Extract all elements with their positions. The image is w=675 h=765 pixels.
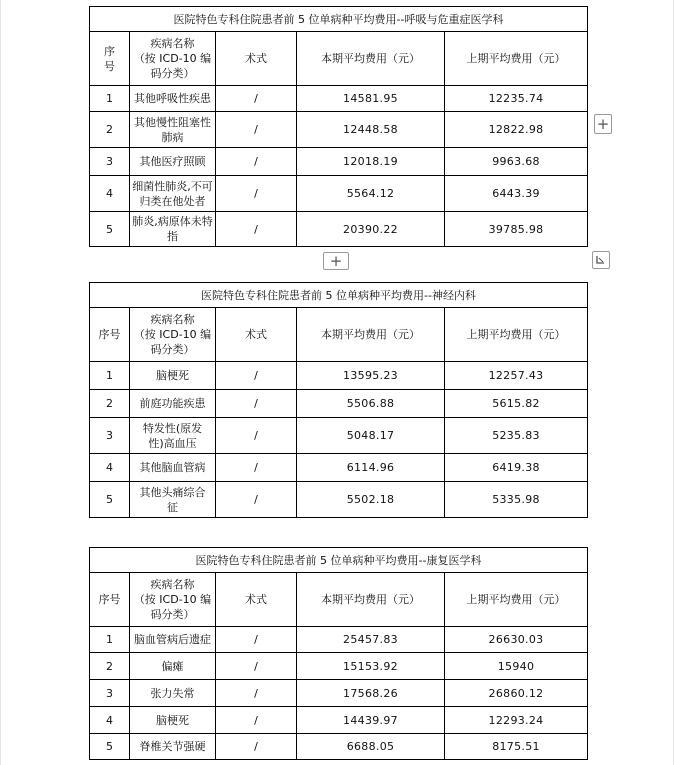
cell-previous-fee: 8175.51	[445, 734, 588, 760]
table-row	[90, 734, 588, 760]
header-disease-text: 疾病名称 （按 ICD-10 编 码分类）	[133, 37, 212, 80]
cell-surgery: /	[216, 454, 297, 482]
header-disease	[130, 308, 216, 362]
cell-disease: 其他慢性阻塞性 肺病	[130, 112, 216, 148]
table-title: 医院特色专科住院患者前 5 位单病种平均费用--呼吸与危重症医学科	[90, 7, 588, 32]
cell-seq: 5	[90, 734, 130, 760]
cell-disease: 脊椎关节强硬	[130, 734, 216, 760]
table-row	[90, 176, 588, 212]
cell-seq: 3	[90, 418, 130, 454]
cell-current-fee: 15153.92	[297, 653, 445, 680]
cell-surgery: /	[216, 707, 297, 734]
table-row	[90, 362, 588, 390]
header-surgery: 术式	[216, 573, 297, 627]
cell-previous-fee: 12822.98	[445, 112, 588, 148]
cell-disease: 其他医疗照顾	[130, 148, 216, 176]
add-column-button[interactable]	[323, 252, 349, 270]
cell-current-fee: 12448.58	[297, 112, 445, 148]
cell-disease: 脑血管病后遗症	[130, 627, 216, 653]
header-previous-fee: 上期平均费用（元）	[445, 573, 588, 627]
cell-previous-fee: 12257.43	[445, 362, 588, 390]
fee-table-respiratory	[89, 6, 588, 247]
cell-disease: 肺炎,病原体未特 指	[130, 212, 216, 247]
header-disease	[130, 32, 216, 86]
cell-disease: 其他呼吸性疾患	[130, 86, 216, 112]
cell-previous-fee: 15940	[445, 653, 588, 680]
cell-disease: 偏瘫	[130, 653, 216, 680]
cell-previous-fee: 39785.98	[445, 212, 588, 247]
plus-icon: +	[329, 252, 343, 270]
cell-seq: 1	[90, 627, 130, 653]
cell-current-fee: 6688.05	[297, 734, 445, 760]
cell-surgery: /	[216, 627, 297, 653]
cell-surgery: /	[216, 176, 297, 212]
cell-previous-fee: 5335.98	[445, 482, 588, 518]
table-row	[90, 212, 588, 247]
header-surgery: 术式	[216, 308, 297, 362]
cell-previous-fee: 26630.03	[445, 627, 588, 653]
table-title: 医院特色专科住院患者前 5 位单病种平均费用--康复医学科	[90, 548, 588, 573]
fee-table-rehabilitation	[89, 547, 588, 760]
table-row	[90, 707, 588, 734]
page-edge-right	[673, 0, 674, 765]
header-seq: 序号	[90, 308, 130, 362]
cell-seq: 2	[90, 112, 130, 148]
cell-surgery: /	[216, 418, 297, 454]
cell-disease: 其他头痛综合 征	[130, 482, 216, 518]
fee-table-neurology	[89, 282, 588, 518]
cell-disease: 细菌性肺炎,不可 归类在他处者	[130, 176, 216, 212]
table-row	[90, 653, 588, 680]
cell-seq: 5	[90, 482, 130, 518]
cell-surgery: /	[216, 390, 297, 418]
cell-previous-fee: 9963.68	[445, 148, 588, 176]
cell-disease: 脑梗死	[130, 707, 216, 734]
table-row	[90, 112, 588, 148]
cell-surgery: /	[216, 482, 297, 518]
cell-previous-fee: 12235.74	[445, 86, 588, 112]
table-row	[90, 86, 588, 112]
header-current-fee: 本期平均费用（元）	[297, 308, 445, 362]
header-row	[90, 573, 588, 627]
header-current-fee: 本期平均费用（元）	[297, 573, 445, 627]
cell-seq: 4	[90, 707, 130, 734]
cell-seq: 4	[90, 176, 130, 212]
plus-icon: +	[596, 115, 610, 133]
cell-disease: 其他脑血管病	[130, 454, 216, 482]
cell-seq: 1	[90, 86, 130, 112]
header-row	[90, 32, 588, 86]
header-disease	[130, 573, 216, 627]
header-seq: 序号	[90, 573, 130, 627]
cell-current-fee: 12018.19	[297, 148, 445, 176]
cell-seq: 1	[90, 362, 130, 390]
cell-current-fee: 14581.95	[297, 86, 445, 112]
table-row	[90, 454, 588, 482]
cell-seq: 2	[90, 390, 130, 418]
cell-current-fee: 25457.83	[297, 627, 445, 653]
cell-surgery: /	[216, 362, 297, 390]
header-disease-text: 疾病名称 （按 ICD-10 编 码分类）	[133, 313, 212, 356]
page-edge-left	[0, 0, 1, 765]
cell-seq: 5	[90, 212, 130, 247]
cell-disease: 前庭功能疾患	[130, 390, 216, 418]
cell-current-fee: 13595.23	[297, 362, 445, 390]
table-row	[90, 148, 588, 176]
cell-surgery: /	[216, 86, 297, 112]
cell-current-fee: 20390.22	[297, 212, 445, 247]
table-resize-handle[interactable]	[592, 251, 610, 269]
header-row	[90, 308, 588, 362]
cell-surgery: /	[216, 653, 297, 680]
resize-corner-icon	[596, 255, 606, 265]
cell-previous-fee: 26860.12	[445, 680, 588, 707]
cell-surgery: /	[216, 148, 297, 176]
cell-seq: 4	[90, 454, 130, 482]
add-row-button[interactable]	[594, 114, 612, 134]
cell-disease: 特发性(原发 性)高血压	[130, 418, 216, 454]
cell-seq: 3	[90, 680, 130, 707]
cell-current-fee: 17568.26	[297, 680, 445, 707]
cell-disease: 张力失常	[130, 680, 216, 707]
table-title: 医院特色专科住院患者前 5 位单病种平均费用--神经内科	[90, 283, 588, 308]
table-row	[90, 390, 588, 418]
header-previous-fee: 上期平均费用（元）	[445, 308, 588, 362]
cell-seq: 3	[90, 148, 130, 176]
cell-current-fee: 5564.12	[297, 176, 445, 212]
table-row	[90, 482, 588, 518]
cell-current-fee: 5506.88	[297, 390, 445, 418]
cell-previous-fee: 6419.38	[445, 454, 588, 482]
header-seq	[90, 32, 130, 86]
table-row	[90, 680, 588, 707]
header-disease-text: 疾病名称 （按 ICD-10 编 码分类）	[133, 578, 212, 621]
cell-previous-fee: 5235.83	[445, 418, 588, 454]
header-current-fee: 本期平均费用（元）	[297, 32, 445, 86]
header-previous-fee: 上期平均费用（元）	[445, 32, 588, 86]
table-row	[90, 418, 588, 454]
header-seq-text: 序 号	[104, 44, 115, 73]
cell-current-fee: 6114.96	[297, 454, 445, 482]
cell-previous-fee: 6443.39	[445, 176, 588, 212]
cell-current-fee: 14439.97	[297, 707, 445, 734]
cell-disease: 脑梗死	[130, 362, 216, 390]
cell-previous-fee: 5615.82	[445, 390, 588, 418]
cell-surgery: /	[216, 734, 297, 760]
cell-current-fee: 5502.18	[297, 482, 445, 518]
cell-current-fee: 5048.17	[297, 418, 445, 454]
table-row	[90, 627, 588, 653]
cell-seq: 2	[90, 653, 130, 680]
header-surgery: 术式	[216, 32, 297, 86]
cell-surgery: /	[216, 212, 297, 247]
cell-previous-fee: 12293.24	[445, 707, 588, 734]
cell-surgery: /	[216, 112, 297, 148]
cell-surgery: /	[216, 680, 297, 707]
